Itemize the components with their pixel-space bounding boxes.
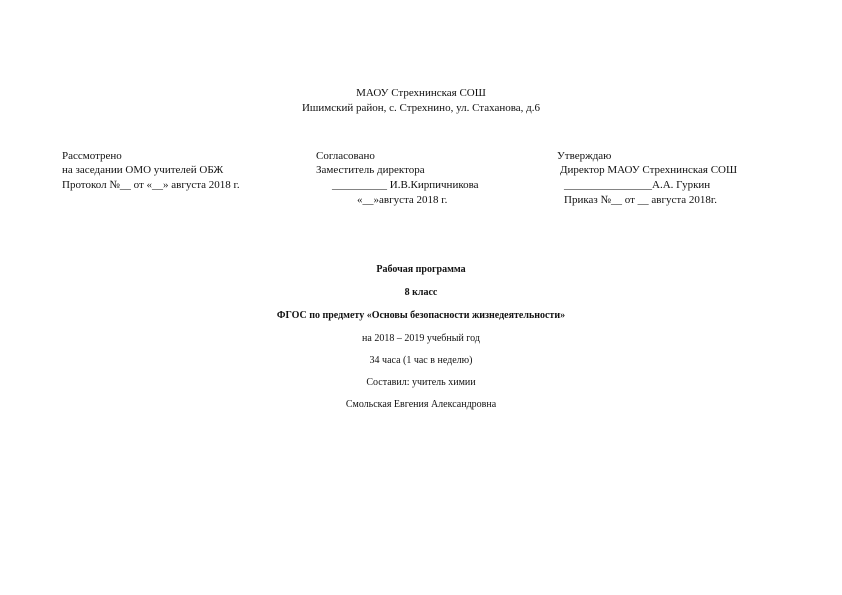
approval-left-title: Рассмотрено: [62, 150, 122, 162]
program-author-name: Смольская Евгения Александровна: [345, 399, 497, 410]
program-year: на 2018 – 2019 учебный год: [362, 333, 480, 344]
approval-middle-title: Согласовано: [316, 150, 375, 162]
program-hours: 34 часа (1 час в неделю): [369, 355, 473, 366]
approval-middle-position: Заместитель директора: [316, 164, 425, 176]
program-title: Рабочая программа: [376, 264, 466, 275]
school-address: Ишимский район, с. Стрехнино, ул. Стаханова, д.6: [301, 102, 541, 114]
approval-right-order: Приказ №__ от __ августа 2018г.: [564, 194, 717, 206]
school-name: МАОУ Стрехнинская СОШ: [356, 87, 486, 99]
approval-right-signature: ________________А.А. Гуркин: [564, 179, 711, 191]
program-grade: 8 класс: [404, 287, 438, 298]
approval-right-title: Утверждаю: [557, 150, 612, 162]
program-author-role: Составил: учитель химии: [366, 377, 476, 388]
approval-left-protocol: Протокол №__ от «__» августа 2018 г.: [62, 179, 240, 191]
approval-right-position: Директор МАОУ Стрехнинская СОШ: [560, 164, 738, 176]
program-subject: ФГОС по предмету «Основы безопасности жизнедеятельности»: [276, 310, 566, 321]
approval-left-body: на заседании ОМО учителей ОБЖ: [62, 164, 224, 176]
approval-middle-date: «__»августа 2018 г.: [357, 194, 448, 206]
approval-middle-signature: __________ И.В.Кирпичникова: [332, 179, 479, 191]
